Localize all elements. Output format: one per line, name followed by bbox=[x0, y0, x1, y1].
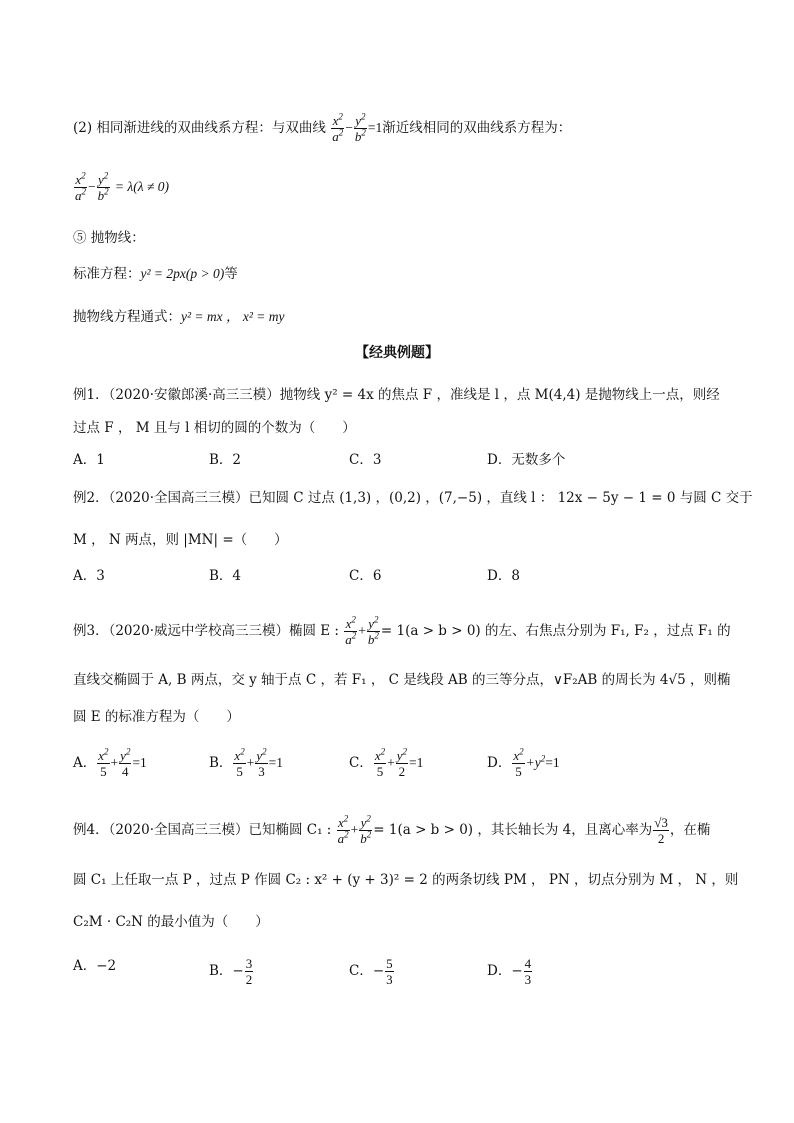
ex4-ecc-frac bbox=[653, 815, 669, 846]
ex3-option-b: B． $\frac{x^2}{5}$ + $\frac{y^2}{3}$ =1 bbox=[209, 746, 283, 779]
ex3-option-a: A． $\frac{x^2}{5}$ + $\frac{y^2}{4}$ =1 bbox=[73, 746, 147, 779]
general-label: 抛物线方程通式： bbox=[73, 309, 181, 325]
std-eq: y² = 2px(p > 0) bbox=[140, 266, 225, 281]
ex3-prefix: 例3．（2020·威远中学校高三三模）椭圆 E : bbox=[73, 623, 339, 639]
ex3-eq-tail: = 1(a > b > 0) 的左、右焦点分别为 F₁, F₂ ，过点 F₁ 的 bbox=[380, 623, 731, 639]
frac-x2-a2: $\frac{x^2}{a^2}$ bbox=[332, 111, 344, 144]
ex4-frac-x: $\frac{x^2}{a^2}$ bbox=[337, 813, 349, 846]
ex2-option-b: B．4 bbox=[209, 568, 242, 584]
hyperbola-line: (2) 相同渐进线的双曲线系方程：与双曲线 $\frac{x^2}{a^2}$ − $\frac{y^2}{b^2}$ =1渐近线相同的双曲线系方程为： bbox=[73, 111, 572, 144]
ex2-option-a: A．3 bbox=[73, 568, 105, 584]
parabola-heading: ⑤ 抛物线： bbox=[73, 230, 145, 246]
ex4-c-num: 5 bbox=[386, 956, 393, 971]
frac-x2-a2-b: $\frac{x^2}{a^2}$ bbox=[75, 170, 86, 203]
ex4-d-num: 4 bbox=[524, 956, 532, 971]
ex4-prefix: 例4．（2020·全国高三三模）已知椭圆 C₁ : bbox=[73, 822, 332, 838]
ex4-frac-y: $\frac{y^2}{b^2}$ bbox=[360, 813, 372, 846]
ex3-option-b-label: B． bbox=[209, 755, 233, 771]
frac-y2-b2: $\frac{y^2}{b^2}$ bbox=[354, 111, 366, 144]
ex1-line2: 过点 F ， M 且与 l 相切的圆的个数为（ ） bbox=[73, 420, 356, 436]
ex4-b-num: 3 bbox=[245, 956, 253, 971]
hyperbola-suffix: 渐近线相同的双曲线系方程为： bbox=[382, 120, 572, 136]
ex3-line3: 圆 E 的标准方程为（ ） bbox=[73, 709, 240, 725]
ex4-line3: C₂M · C₂N 的最小值为（ ） bbox=[73, 914, 269, 930]
frac-y2-b2-b: $\frac{y^2}{b^2}$ bbox=[97, 170, 109, 203]
ex3-line2: 直线交椭圆于 A, B 两点，交 y 轴于点 C ，若 F₁ ， C 是线段 AB 的三等分点，∨F₂AB 的周长为 4√5 ，则椭 bbox=[73, 672, 731, 688]
hyperbola-prefix: (2) 相同渐进线的双曲线系方程：与双曲线 bbox=[73, 120, 326, 136]
ex4-d-den: 3 bbox=[524, 972, 532, 987]
ex3-a-denom: 4 bbox=[122, 764, 129, 779]
ex4-ecc-num: √3 bbox=[654, 815, 668, 830]
ex4-option-d bbox=[487, 956, 533, 987]
ex2-option-c: C．6 bbox=[349, 568, 382, 584]
section-title: 【经典例题】 bbox=[355, 345, 439, 361]
ex4-tail: ，在椭 bbox=[669, 822, 711, 838]
ex4-option-b-label: B．− bbox=[209, 963, 244, 979]
ex3-line1: 例3．（2020·威远中学校高三三模）椭圆 E : $\frac{x^2}{a^2}$ + $\frac{y^2}{b^2}$ = 1(a > b > 0) 的左、右焦点分别为 F₁, F₂ ，过点 F₁ 的 bbox=[73, 614, 731, 647]
ex1-option-a: A．1 bbox=[73, 452, 105, 468]
ex1-line1: 例1．（2020·安徽郎溪·高三三模）抛物线 y² = 4x 的焦点 F ，准线是 l ，点 M(4,4) 是抛物线上一点，则经 bbox=[73, 387, 720, 403]
std-label: 标准方程： bbox=[73, 266, 141, 282]
ex4-line2: 圆 C₁ 上任取一点 P ，过点 P 作圆 C₂ : x² + (y + 3)² = 2 的两条切线 PM ， PN ，切点分别为 M ， N ，则 bbox=[73, 872, 739, 888]
ex4-option-a: A．−2 bbox=[73, 958, 117, 974]
ex3-frac-y: $\frac{y^2}{b^2}$ bbox=[367, 614, 379, 647]
ex4-option-c-label: C．− bbox=[349, 963, 385, 979]
ex4-option-b bbox=[209, 956, 254, 987]
ex2-line1: 例2．（2020·全国高三三模）已知圆 C 过点 (1,3) ，(0,2) ，(7,−5) ，直线 l ： 12x − 5y − 1 = 0 与圆 C 交于 bbox=[73, 490, 753, 506]
std-suffix: 等 bbox=[224, 266, 238, 282]
ex1-option-c: C．3 bbox=[349, 452, 382, 468]
ex3-frac-x: $\frac{x^2}{a^2}$ bbox=[345, 614, 357, 647]
ex3-option-c: C． $\frac{x^2}{5}$ + $\frac{y^2}{2}$ =1 bbox=[349, 746, 424, 779]
ex3-option-c-label: C． bbox=[349, 755, 373, 771]
ex4-option-d-label: D．− bbox=[487, 963, 523, 979]
general-eq: y² = mx ， x² = my bbox=[181, 309, 285, 324]
hyperbola-eq-tail: = λ(λ ≠ 0) bbox=[114, 179, 170, 194]
ex4-option-c bbox=[349, 956, 395, 987]
ex1-option-b: B．2 bbox=[209, 452, 242, 468]
ex4-line1: 例4．（2020·全国高三三模）已知椭圆 C₁ : $\frac{x^2}{a^2}$ + $\frac{y^2}{b^2}$ = 1(a > b > 0) ，其长轴长为 4，且离心率为 $\frac{√3}{2}$ ，在椭 bbox=[73, 813, 711, 846]
ex3-option-d-label: D． bbox=[487, 755, 512, 771]
ex4-mid: = 1(a > b > 0) ，其长轴长为 4，且离心率为 bbox=[373, 822, 653, 838]
ex3-option-d: D． $\frac{x^2}{5}$ $+y^2=1$ bbox=[487, 746, 560, 779]
ex3-b-denom: 3 bbox=[258, 764, 265, 779]
ex1-option-d: D．无数多个 bbox=[487, 452, 566, 468]
ex2-line2: M ， N 两点，则 |MN| =（ ） bbox=[73, 532, 288, 548]
ex2-option-d: D．8 bbox=[487, 568, 520, 584]
ex4-c-den: 3 bbox=[386, 972, 393, 987]
ex3-option-a-label: A． bbox=[73, 755, 97, 771]
ex4-ecc-den: 2 bbox=[657, 831, 665, 846]
ex4-b-den: 2 bbox=[245, 972, 253, 987]
parabola-standard bbox=[73, 264, 238, 284]
hyperbola-family-eq: $\frac{x^2}{a^2}$ − $\frac{y^2}{b^2}$ = λ(λ ≠ 0) bbox=[75, 170, 170, 203]
ex3-c-denom: 2 bbox=[398, 764, 406, 779]
parabola-general bbox=[73, 307, 285, 327]
